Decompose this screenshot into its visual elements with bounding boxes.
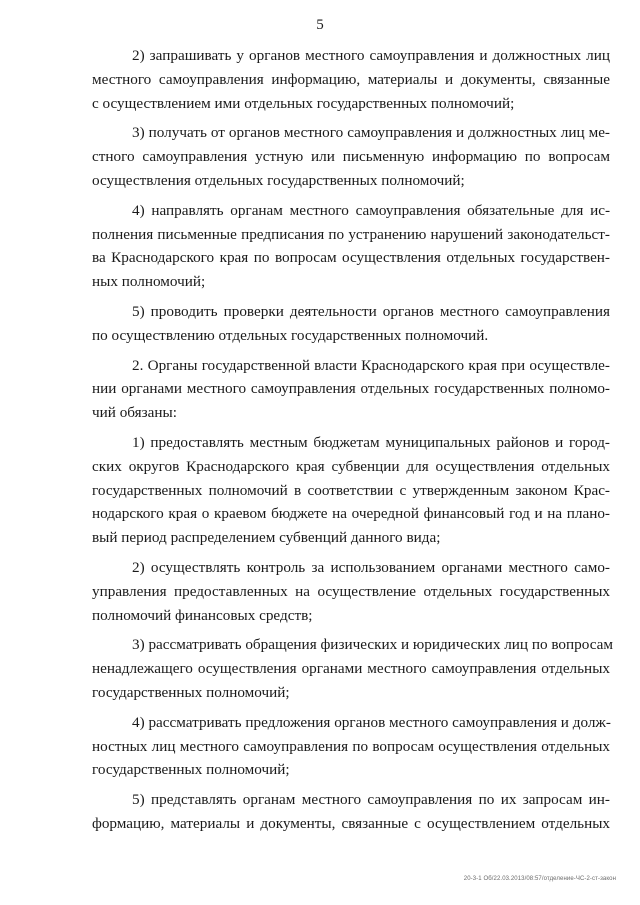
text-line: чий обязаны: <box>92 404 177 422</box>
text-line: 1) предоставлять местным бюджетам муниципальных районов и город- <box>132 433 610 451</box>
paragraph <box>92 354 610 425</box>
paragraph <box>92 633 613 704</box>
document-body <box>92 44 613 842</box>
page-number: 5 <box>316 17 324 33</box>
text-line: ностных лиц местного самоуправления по вопросам осуществления отдельных <box>92 737 610 755</box>
text-line: государственных полномочий в соответствии с утвержденным законом Крас- <box>92 481 610 499</box>
text-line: государственных полномочий; <box>92 683 290 701</box>
text-line: 2) осуществлять контроль за использованием органами местного само- <box>132 558 610 576</box>
text-line: управления предоставленных на осуществление отдельных государственных <box>92 582 610 600</box>
text-line: ных полномочий; <box>92 273 206 291</box>
text-line: местного самоуправления информацию, материалы и документы, связанные <box>92 70 610 88</box>
text-line: вый период распределением субвенций данного вида; <box>92 529 441 547</box>
text-line: ва Краснодарского края по вопросам осуществления отдельных государствен- <box>92 249 610 267</box>
text-line: по осуществлению отдельных государственных полномочий. <box>92 326 489 344</box>
text-line: 3) получать от органов местного самоуправления и должностных лиц ме- <box>132 124 610 142</box>
text-line: формацию, материалы и документы, связанные с осуществлением отдельных <box>92 814 610 832</box>
text-line: стного самоуправления устную или письменную информацию по вопросам <box>92 148 610 166</box>
paragraph <box>92 300 610 348</box>
text-line: полномочий финансовых средств; <box>92 606 313 624</box>
text-line: 2) запрашивать у органов местного самоуправления и должностных лиц <box>132 47 610 64</box>
paragraph <box>92 199 610 294</box>
paragraph <box>92 788 610 836</box>
text-line: ских округов Краснодарского края субвенции для осуществления отдельных <box>92 457 610 475</box>
paragraph <box>92 431 610 550</box>
text-line: 2. Органы государственной власти Краснодарского края при осуществле- <box>132 356 610 374</box>
text-line: государственных полномочий; <box>92 761 290 779</box>
text-line: ненадлежащего осуществления органами местного самоуправления отдельных <box>92 660 610 678</box>
text-line: 3) рассматривать обращения физических и юридических лиц по вопросам <box>132 636 613 654</box>
text-line: нодарского края о краевом бюджете на очередной финансовый год и на плано- <box>92 505 610 523</box>
paragraph <box>92 711 610 782</box>
text-line: 5) представлять органам местного самоуправления по их запросам ин- <box>132 791 610 809</box>
paragraph <box>92 44 610 115</box>
text-line: с осуществлением ими отдельных государственных полномочий; <box>92 94 515 112</box>
text-line: осуществления отдельных государственных полномочий; <box>92 171 465 189</box>
footer-stamp: 20-3-1 Об/22.03.2013/08:57/отделение-ЧС-2-ст-закон <box>463 876 616 882</box>
text-line: полнения письменные предписания по устранению нарушений законодательст- <box>92 225 610 243</box>
text-line: 4) рассматривать предложения органов местного самоуправления и долж- <box>132 713 611 731</box>
paragraph <box>92 556 610 627</box>
text-line: 4) направлять органам местного самоуправления обязательные для ис- <box>132 201 610 219</box>
text-line: 5) проводить проверки деятельности органов местного самоуправления <box>132 302 610 320</box>
text-line: нии органами местного самоуправления отдельных государственных полномо- <box>92 380 610 398</box>
paragraph <box>92 121 610 192</box>
